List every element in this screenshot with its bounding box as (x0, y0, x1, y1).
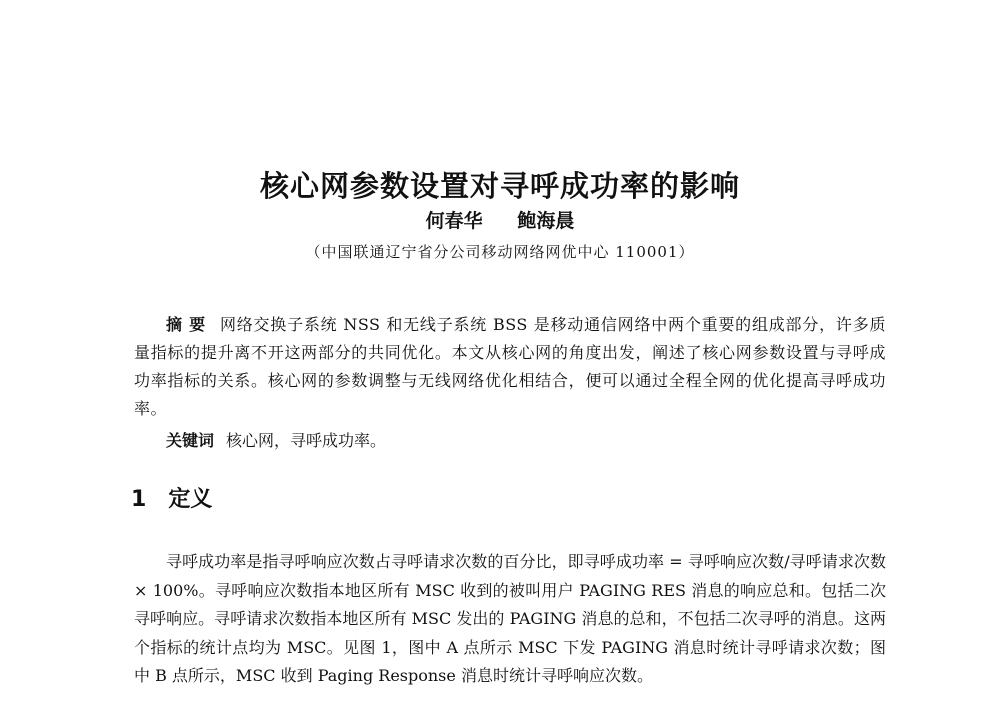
section-number: 1 (131, 487, 147, 512)
keywords (166, 427, 386, 455)
author-list (0, 208, 1000, 234)
abstract-label: 摘 要 (166, 315, 206, 334)
keywords-label: 关键词 (166, 431, 215, 450)
section-heading (131, 485, 212, 515)
abstract-text: 网络交换子系统 NSS 和无线子系统 BSS 是移动通信网络中两个重要的组成部分，许多质量指标的提升离不开这两部分的共同优化。本文从核心网的角度出发，阐述了核心网参数设置与寻呼成功率指标的关系。核心网的参数调整与无线网络优化相结合，便可以通过全程全网的优化提高寻呼成功率。 (134, 315, 886, 418)
paper-title: 核心网参数设置对寻呼成功率的影响 (259, 169, 740, 203)
abstract (134, 311, 886, 423)
section-paragraph: 寻呼成功率是指寻呼响应次数占寻呼请求次数的百分比，即寻呼成功率 = 寻呼响应次数/寻呼请求次数 × 100%。寻呼响应次数指本地区所有 MSC 收到的被叫用户 PAGING RES 消息的响应总和。包括二次寻呼响应。寻呼请求次数指本地区所有 MSC 发出的 PAGING 消息的总和，不包括二次寻呼的消息。这两个指标的统计点均为 MSC。见图 1，图中 A 点所示 MSC 下发 PAGING 消息时统计寻呼请求次数；图中 B 点所示，MSC 收到 Paging Response 消息时统计寻呼响应次数。 (134, 552, 886, 685)
author-name: 何春华 (425, 210, 483, 232)
section-title: 定义 (168, 487, 213, 512)
keywords-text: 核心网，寻呼成功率。 (226, 431, 387, 450)
author-name: 鲍海晨 (517, 210, 575, 232)
author-affiliation: （中国联通辽宁省分公司移动网络网优中心 110001） (305, 243, 695, 261)
